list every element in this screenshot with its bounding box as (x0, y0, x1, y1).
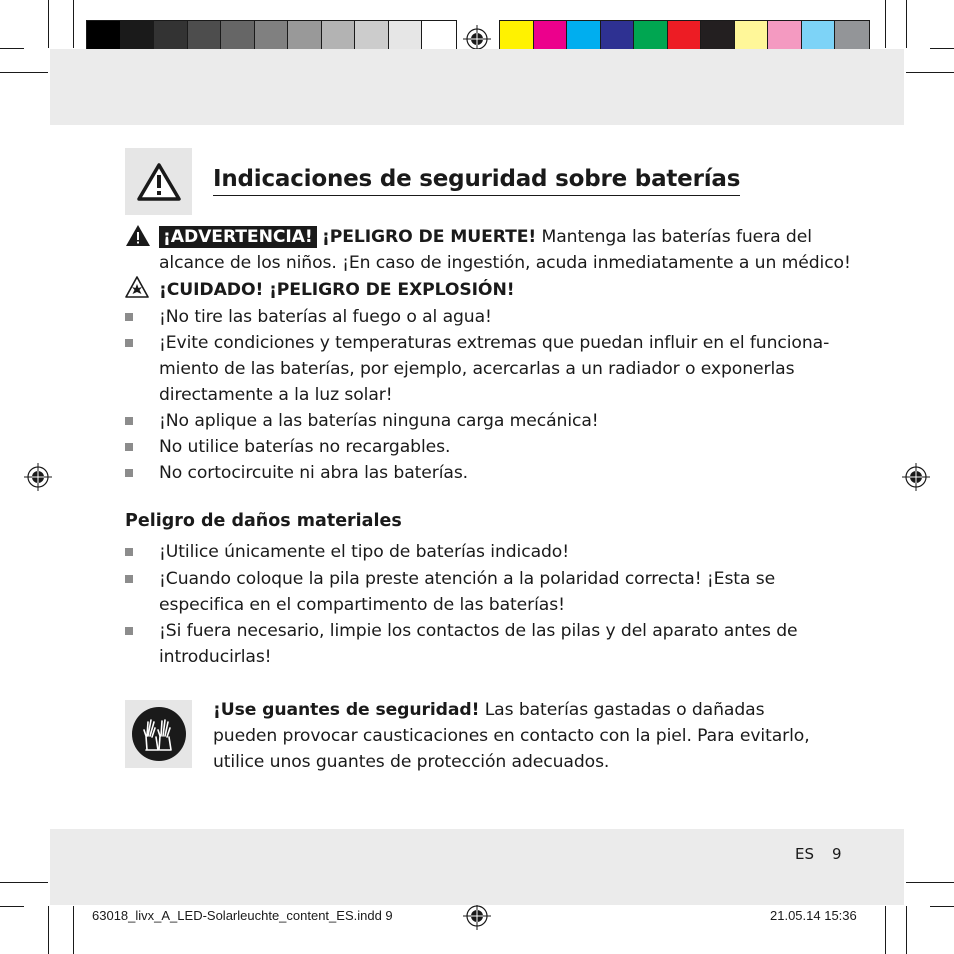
danger-label: ¡PELIGRO DE MUERTE! (322, 227, 537, 247)
bullet-icon (125, 339, 133, 347)
bullet-icon (125, 443, 133, 451)
list-item-cont: introducirlas! (159, 647, 272, 667)
crop-mark (73, 906, 74, 954)
gloves-text: Las baterías gastadas o dañadas (484, 700, 765, 720)
page-title: Indicaciones de seguridad sobre baterías (213, 166, 740, 196)
list-item: ¡Utilice únicamente el tipo de baterías indicado! (159, 542, 570, 562)
bullet-icon (125, 627, 133, 635)
crop-mark (885, 906, 886, 954)
crop-mark (0, 906, 24, 907)
explosion-warning-icon (125, 276, 149, 298)
advertencia-badge: ¡ADVERTENCIA! (159, 226, 317, 248)
crop-mark (906, 906, 907, 954)
crop-mark (930, 906, 954, 907)
crop-mark (906, 882, 954, 883)
crop-mark (906, 0, 907, 48)
list-item-cont: miento de las baterías, por ejemplo, acercarlas a un radiador o exponerlas (159, 359, 795, 379)
registration-mark-icon (463, 902, 491, 930)
list-item: No utilice baterías no recargables. (159, 437, 451, 457)
slug-timestamp: 21.05.14 15:36 (770, 908, 857, 923)
gloves-heading: ¡Use guantes de seguridad! (213, 700, 480, 720)
crop-mark (906, 72, 954, 73)
bullet-icon (125, 313, 133, 321)
page-number: 9 (832, 845, 842, 863)
gloves-text-cont: pueden provocar causticaciones en contacto con la piel. Para evitarlo, (213, 726, 810, 746)
crop-mark (0, 882, 48, 883)
bullet-icon (125, 548, 133, 556)
warning-text-cont: alcance de los niños. ¡En caso de ingestión, acuda inmediatamente a un médico! (159, 253, 851, 273)
gloves-text-cont: utilice unos guantes de protección adecuados. (213, 752, 610, 772)
crop-mark (930, 48, 954, 49)
safety-gloves-icon (131, 706, 187, 762)
list-item: No cortocircuite ni abra las baterías. (159, 463, 469, 483)
section-heading: Peligro de daños materiales (125, 511, 402, 531)
bullet-icon (125, 417, 133, 425)
crop-mark (73, 0, 74, 48)
list-item: ¡No tire las baterías al fuego o al agua! (159, 307, 492, 327)
list-item: ¡Si fuera necesario, limpie los contactos de las pilas y del aparato antes de (159, 621, 798, 641)
title-icon-box (125, 148, 192, 215)
warning-line (159, 224, 812, 250)
list-item: ¡No aplique a las baterías ninguna carga mecánica! (159, 411, 599, 431)
list-item-cont: especifica en el compartimento de las baterías! (159, 595, 565, 615)
list-item-cont: directamente a la luz solar! (159, 385, 393, 405)
slug-filename: 63018_livx_A_LED-Solarleuchte_content_ES.indd 9 (92, 908, 393, 923)
warning-text: Mantenga las baterías fuera del (541, 227, 812, 247)
warning-triangle-icon (136, 162, 182, 202)
crop-mark (0, 72, 48, 73)
list-item: ¡Cuando coloque la pila preste atención a la polaridad correcta! ¡Esta se (159, 569, 776, 589)
crop-mark (0, 48, 24, 49)
registration-mark-icon (24, 463, 52, 491)
gloves-icon-box (125, 700, 192, 768)
crop-mark (48, 906, 49, 954)
bullet-icon (125, 469, 133, 477)
list-item: ¡Evite condiciones y temperaturas extremas que puedan influir en el funciona- (159, 333, 830, 353)
footer-band (50, 829, 904, 905)
crop-mark (885, 0, 886, 48)
bullet-icon (125, 575, 133, 583)
registration-mark-icon (902, 463, 930, 491)
page-language: ES (795, 845, 814, 863)
crop-mark (48, 0, 49, 48)
header-band (50, 49, 904, 125)
warning-small-icon (125, 224, 151, 247)
caution-heading: ¡CUIDADO! ¡PELIGRO DE EXPLOSIÓN! (159, 280, 515, 300)
gloves-line (213, 697, 764, 723)
